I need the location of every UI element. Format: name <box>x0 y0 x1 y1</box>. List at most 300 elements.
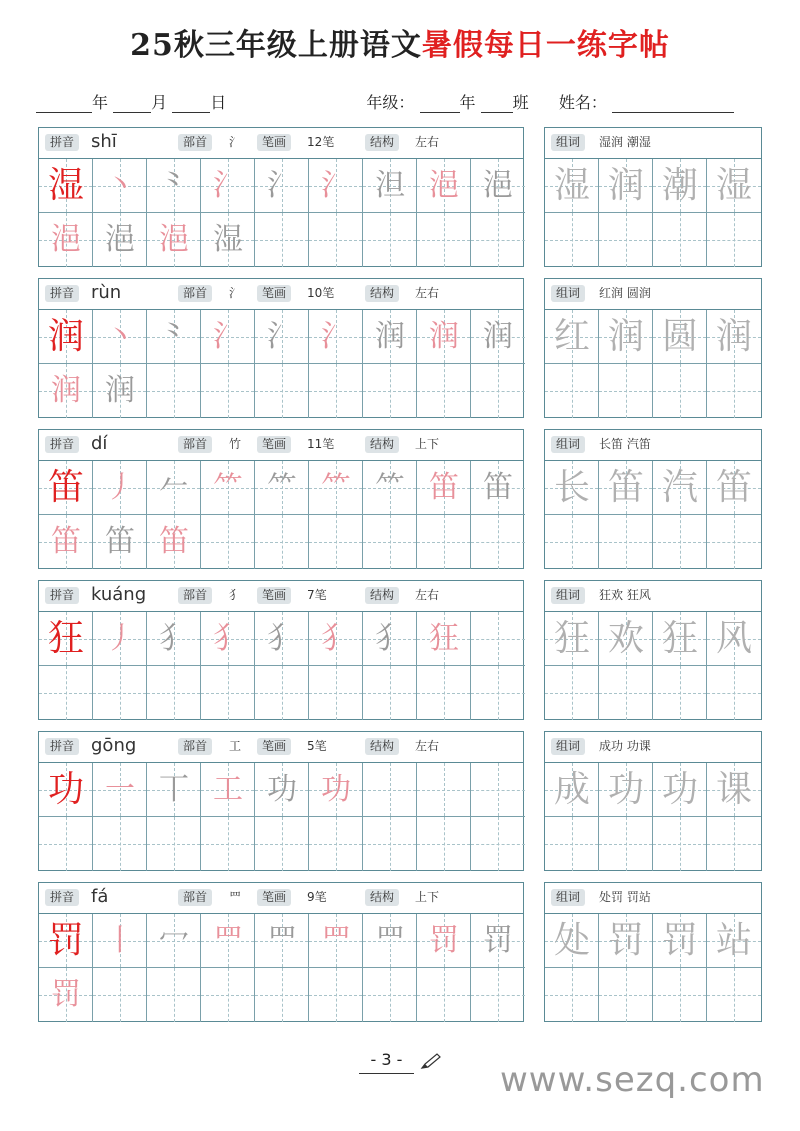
writing-cell[interactable] <box>417 914 471 968</box>
structure-value: 上下 <box>415 890 440 904</box>
month-blank[interactable] <box>113 94 151 113</box>
radical-label: 部首 <box>178 285 212 302</box>
writing-cell[interactable] <box>201 159 255 213</box>
model-character: 湿 <box>47 165 84 206</box>
writing-cell[interactable] <box>93 310 147 364</box>
writing-cell[interactable] <box>255 461 309 515</box>
word-cell[interactable] <box>707 968 761 1022</box>
strokes-label: 笔画 <box>257 738 291 755</box>
word-character: 罚 <box>607 920 644 961</box>
words-value: 成功 功课 <box>599 739 651 753</box>
writing-cell[interactable] <box>255 364 309 418</box>
words-label: 组词 <box>551 436 585 453</box>
writing-cell[interactable] <box>201 763 255 817</box>
stroke-step: 泹 <box>375 168 405 203</box>
word-cell[interactable] <box>707 612 761 666</box>
pinyin-value: shī <box>91 131 117 152</box>
writing-cell[interactable] <box>471 159 525 213</box>
word-cell[interactable] <box>707 914 761 968</box>
word-practice-panel <box>544 278 762 418</box>
writing-cell[interactable] <box>309 213 363 267</box>
word-practice-panel <box>544 429 762 569</box>
word-character: 处 <box>553 920 590 961</box>
writing-cell[interactable] <box>147 763 201 817</box>
word-cell[interactable] <box>599 968 653 1022</box>
writing-cell[interactable] <box>363 310 417 364</box>
radical-label: 部首 <box>178 889 212 906</box>
writing-cell[interactable] <box>255 159 309 213</box>
writing-cell[interactable] <box>471 612 525 666</box>
writing-cell[interactable] <box>471 213 525 267</box>
word-character: 润 <box>607 165 644 206</box>
day-blank[interactable] <box>172 94 210 113</box>
writing-cell[interactable] <box>201 364 255 418</box>
structure-value: 左右 <box>415 286 440 300</box>
word-character: 欢 <box>607 618 644 659</box>
words-label: 组词 <box>551 738 585 755</box>
writing-cell[interactable] <box>147 461 201 515</box>
practice-block <box>38 882 762 1022</box>
structure-value: 左右 <box>415 739 440 753</box>
word-character: 站 <box>715 920 752 961</box>
writing-cell[interactable] <box>363 666 417 720</box>
writing-cell[interactable] <box>255 515 309 569</box>
stroke-step: 丅 <box>159 772 189 807</box>
writing-cell[interactable] <box>363 914 417 968</box>
stroke-step: 浥 <box>51 222 81 257</box>
writing-cell[interactable] <box>309 612 363 666</box>
stroke-step: 氵 <box>213 168 243 203</box>
strokes-value: 7笔 <box>307 588 327 602</box>
word-character: 风 <box>715 618 752 659</box>
stroke-step: 润 <box>375 319 405 354</box>
writing-cell[interactable] <box>93 364 147 418</box>
words-label: 组词 <box>551 134 585 151</box>
pinyin-value: gōng <box>91 735 137 756</box>
writing-cell[interactable] <box>39 159 93 213</box>
word-cell[interactable] <box>599 612 653 666</box>
stroke-practice-panel <box>38 580 524 720</box>
stroke-step: 工 <box>213 772 243 807</box>
radical-label: 部首 <box>178 134 212 151</box>
writing-cell[interactable] <box>93 914 147 968</box>
writing-cell[interactable] <box>201 914 255 968</box>
structure-label: 结构 <box>365 889 399 906</box>
writing-cell[interactable] <box>363 515 417 569</box>
writing-cell[interactable] <box>255 968 309 1022</box>
writing-cell[interactable] <box>147 515 201 569</box>
radical-value: 工 <box>229 739 242 753</box>
word-cell[interactable] <box>653 515 707 569</box>
writing-cell[interactable] <box>417 817 471 871</box>
writing-cell[interactable] <box>309 763 363 817</box>
writing-cell[interactable] <box>39 763 93 817</box>
word-cell[interactable] <box>545 364 599 418</box>
writing-cell[interactable] <box>309 364 363 418</box>
word-cell[interactable] <box>599 159 653 213</box>
word-cell[interactable] <box>653 763 707 817</box>
writing-cell[interactable] <box>363 817 417 871</box>
stroke-step: 笛 <box>51 524 81 559</box>
writing-cell[interactable] <box>363 461 417 515</box>
stroke-step: 浥 <box>483 168 513 203</box>
practice-block <box>38 278 762 418</box>
writing-cell[interactable] <box>39 515 93 569</box>
writing-cell[interactable] <box>39 817 93 871</box>
word-practice-panel <box>544 127 762 267</box>
writing-cell[interactable] <box>93 817 147 871</box>
stroke-step: 氵 <box>267 168 297 203</box>
radical-value: 竹 <box>229 437 242 451</box>
writing-cell[interactable] <box>471 914 525 968</box>
word-cell[interactable] <box>599 310 653 364</box>
writing-cell[interactable] <box>363 213 417 267</box>
writing-cell[interactable] <box>309 515 363 569</box>
words-value: 湿润 潮湿 <box>599 135 651 149</box>
word-practice-panel <box>544 580 762 720</box>
stroke-step: 浥 <box>429 168 459 203</box>
word-cell[interactable] <box>599 763 653 817</box>
writing-cell[interactable] <box>255 213 309 267</box>
writing-cell[interactable] <box>201 515 255 569</box>
word-cell[interactable] <box>545 461 599 515</box>
word-cell[interactable] <box>653 914 707 968</box>
strokes-label: 笔画 <box>257 436 291 453</box>
writing-cell[interactable] <box>201 968 255 1022</box>
writing-cell[interactable] <box>39 213 93 267</box>
stroke-step: 笛 <box>429 470 459 505</box>
writing-cell[interactable] <box>417 461 471 515</box>
strokes-label: 笔画 <box>257 889 291 906</box>
word-cell[interactable] <box>599 461 653 515</box>
word-character: 红 <box>553 316 590 357</box>
writing-cell[interactable] <box>39 461 93 515</box>
word-cell[interactable] <box>653 968 707 1022</box>
word-cell[interactable] <box>545 666 599 720</box>
stroke-step: 犭 <box>321 621 351 656</box>
word-cell[interactable] <box>653 213 707 267</box>
pen-icon <box>420 1052 442 1070</box>
word-cell[interactable] <box>545 914 599 968</box>
writing-cell[interactable] <box>39 968 93 1022</box>
stroke-step: 功 <box>321 772 351 807</box>
word-character: 湿 <box>553 165 590 206</box>
writing-cell[interactable] <box>255 817 309 871</box>
strokes-label: 笔画 <box>257 587 291 604</box>
writing-cell[interactable] <box>39 914 93 968</box>
radical-label: 部首 <box>178 738 212 755</box>
writing-cell[interactable] <box>417 515 471 569</box>
stroke-practice-panel <box>38 278 524 418</box>
writing-cell[interactable] <box>93 666 147 720</box>
word-cell[interactable] <box>545 515 599 569</box>
word-cell[interactable] <box>707 817 761 871</box>
stroke-step: 浥 <box>159 222 189 257</box>
stroke-step: 氵 <box>213 319 243 354</box>
writing-cell[interactable] <box>39 364 93 418</box>
pinyin-label: 拼音 <box>45 587 79 604</box>
word-cell[interactable] <box>599 666 653 720</box>
word-cell[interactable] <box>707 461 761 515</box>
structure-value: 左右 <box>415 135 440 149</box>
stroke-step: 罒 <box>213 923 243 958</box>
word-character: 成 <box>553 769 590 810</box>
writing-cell[interactable] <box>471 666 525 720</box>
writing-cell[interactable] <box>255 763 309 817</box>
word-cell[interactable] <box>707 763 761 817</box>
writing-cell[interactable] <box>93 213 147 267</box>
word-cell[interactable] <box>707 310 761 364</box>
pinyin-label: 拼音 <box>45 436 79 453</box>
stroke-step: 丿 <box>105 470 135 505</box>
word-character: 湿 <box>715 165 752 206</box>
word-cell[interactable] <box>599 817 653 871</box>
writing-cell[interactable] <box>471 310 525 364</box>
stroke-practice-panel <box>38 882 524 1022</box>
words-value: 狂欢 狂风 <box>599 588 651 602</box>
stroke-step: 罒 <box>321 923 351 958</box>
stroke-step: 润 <box>105 373 135 408</box>
model-character: 润 <box>47 316 84 357</box>
model-character: 罚 <box>47 920 84 961</box>
writing-cell[interactable] <box>39 310 93 364</box>
pinyin-value: rùn <box>91 282 122 303</box>
stroke-step: 丶 <box>105 319 135 354</box>
pinyin-label: 拼音 <box>45 134 79 151</box>
word-cell[interactable] <box>653 159 707 213</box>
stroke-step: 罚 <box>483 923 513 958</box>
word-character: 潮 <box>661 165 698 206</box>
word-cell[interactable] <box>707 159 761 213</box>
stroke-step: 罚 <box>429 923 459 958</box>
writing-cell[interactable] <box>39 612 93 666</box>
writing-cell[interactable] <box>309 310 363 364</box>
year-blank[interactable] <box>36 94 92 113</box>
writing-cell[interactable] <box>255 666 309 720</box>
stroke-step: 笛 <box>159 524 189 559</box>
model-character: 笛 <box>47 467 84 508</box>
word-cell[interactable] <box>707 515 761 569</box>
words-value: 处罚 罚站 <box>599 890 651 904</box>
word-cell[interactable] <box>545 612 599 666</box>
page-title: 25秋三年级上册语文暑假每日一练字帖 <box>130 28 670 63</box>
writing-cell[interactable] <box>201 310 255 364</box>
watermark: www.sezq.com <box>500 1060 765 1100</box>
word-character: 笛 <box>715 467 752 508</box>
structure-label: 结构 <box>365 134 399 151</box>
word-cell[interactable] <box>653 817 707 871</box>
stroke-step: 浥 <box>105 222 135 257</box>
word-character: 狂 <box>553 618 590 659</box>
class-blank[interactable] <box>481 94 513 113</box>
radical-value: 犭 <box>229 588 242 602</box>
pinyin-value: kuáng <box>91 584 147 605</box>
writing-cell[interactable] <box>147 968 201 1022</box>
name-blank[interactable] <box>612 94 734 113</box>
stroke-step: ⺮ <box>375 470 405 505</box>
writing-cell[interactable] <box>309 968 363 1022</box>
word-cell[interactable] <box>653 364 707 418</box>
word-cell[interactable] <box>707 364 761 418</box>
writing-cell[interactable] <box>417 310 471 364</box>
pinyin-label: 拼音 <box>45 285 79 302</box>
stroke-step: 丨 <box>105 923 135 958</box>
model-character: 狂 <box>47 618 84 659</box>
writing-cell[interactable] <box>255 612 309 666</box>
word-cell[interactable] <box>545 213 599 267</box>
word-cell[interactable] <box>653 310 707 364</box>
practice-block <box>38 429 762 569</box>
writing-cell[interactable] <box>147 213 201 267</box>
stroke-step: 狂 <box>429 621 459 656</box>
word-character: 润 <box>607 316 644 357</box>
stroke-step: 冖 <box>159 923 189 958</box>
practice-block <box>38 731 762 871</box>
word-cell[interactable] <box>707 666 761 720</box>
structure-value: 上下 <box>415 437 440 451</box>
writing-cell[interactable] <box>471 515 525 569</box>
writing-cell[interactable] <box>471 968 525 1022</box>
writing-cell[interactable] <box>309 914 363 968</box>
word-cell[interactable] <box>545 817 599 871</box>
practice-block <box>38 127 762 267</box>
words-label: 组词 <box>551 285 585 302</box>
stroke-step: 一 <box>105 772 135 807</box>
structure-value: 左右 <box>415 588 440 602</box>
writing-cell[interactable] <box>201 461 255 515</box>
strokes-value: 5笔 <box>307 739 327 753</box>
word-cell[interactable] <box>653 666 707 720</box>
writing-cell[interactable] <box>93 763 147 817</box>
writing-cell[interactable] <box>147 914 201 968</box>
word-cell[interactable] <box>599 213 653 267</box>
writing-cell[interactable] <box>147 666 201 720</box>
stroke-step: 罒 <box>375 923 405 958</box>
writing-cell[interactable] <box>417 666 471 720</box>
stroke-step: ⺀ <box>159 168 189 203</box>
writing-cell[interactable] <box>255 914 309 968</box>
writing-cell[interactable] <box>93 515 147 569</box>
word-cell[interactable] <box>653 612 707 666</box>
writing-cell[interactable] <box>417 968 471 1022</box>
writing-cell[interactable] <box>39 666 93 720</box>
writing-cell[interactable] <box>93 159 147 213</box>
word-character: 笛 <box>607 467 644 508</box>
word-cell[interactable] <box>599 914 653 968</box>
stroke-practice-panel <box>38 127 524 267</box>
writing-cell[interactable] <box>417 763 471 817</box>
stroke-step: 润 <box>429 319 459 354</box>
word-cell[interactable] <box>545 968 599 1022</box>
practice-block <box>38 580 762 720</box>
writing-cell[interactable] <box>417 213 471 267</box>
writing-cell[interactable] <box>309 817 363 871</box>
words-label: 组词 <box>551 889 585 906</box>
word-character: 课 <box>715 769 752 810</box>
stroke-step: 氵 <box>321 168 351 203</box>
structure-label: 结构 <box>365 738 399 755</box>
grade-blank[interactable] <box>420 94 460 113</box>
word-cell[interactable] <box>599 515 653 569</box>
stroke-step: 润 <box>483 319 513 354</box>
word-cell[interactable] <box>707 213 761 267</box>
writing-cell[interactable] <box>417 159 471 213</box>
words-value: 红润 圆润 <box>599 286 651 300</box>
stroke-step: 湿 <box>213 222 243 257</box>
writing-cell[interactable] <box>201 612 255 666</box>
writing-cell[interactable] <box>201 817 255 871</box>
writing-cell[interactable] <box>255 310 309 364</box>
writing-cell[interactable] <box>417 612 471 666</box>
writing-cell[interactable] <box>363 612 417 666</box>
writing-cell[interactable] <box>471 817 525 871</box>
word-cell[interactable] <box>545 310 599 364</box>
radical-value: 罒 <box>229 890 242 904</box>
stroke-step: 功 <box>267 772 297 807</box>
word-character: 功 <box>661 769 698 810</box>
writing-cell[interactable] <box>93 461 147 515</box>
word-practice-panel <box>544 731 762 871</box>
writing-cell[interactable] <box>363 364 417 418</box>
stroke-step: 笛 <box>105 524 135 559</box>
structure-label: 结构 <box>365 587 399 604</box>
word-character: 圆 <box>661 316 698 357</box>
writing-cell[interactable] <box>363 968 417 1022</box>
stroke-step: 犭 <box>159 621 189 656</box>
word-character: 汽 <box>661 467 698 508</box>
words-value: 长笛 汽笛 <box>599 437 651 451</box>
word-character: 狂 <box>661 618 698 659</box>
writing-cell[interactable] <box>363 763 417 817</box>
writing-cell[interactable] <box>363 159 417 213</box>
writing-cell[interactable] <box>147 612 201 666</box>
strokes-label: 笔画 <box>257 134 291 151</box>
stroke-step: 𠂉 <box>159 470 189 505</box>
writing-cell[interactable] <box>309 666 363 720</box>
word-cell[interactable] <box>545 159 599 213</box>
stroke-step: 丿 <box>105 621 135 656</box>
writing-cell[interactable] <box>309 461 363 515</box>
writing-cell[interactable] <box>309 159 363 213</box>
writing-cell[interactable] <box>201 666 255 720</box>
writing-cell[interactable] <box>471 461 525 515</box>
word-cell[interactable] <box>653 461 707 515</box>
writing-cell[interactable] <box>471 364 525 418</box>
strokes-value: 10笔 <box>307 286 335 300</box>
word-cell[interactable] <box>545 763 599 817</box>
writing-cell[interactable] <box>147 310 201 364</box>
writing-cell[interactable] <box>147 364 201 418</box>
writing-cell[interactable] <box>93 968 147 1022</box>
word-practice-panel <box>544 882 762 1022</box>
radical-value: 氵 <box>229 286 242 300</box>
writing-cell[interactable] <box>147 817 201 871</box>
writing-cell[interactable] <box>471 763 525 817</box>
pinyin-label: 拼音 <box>45 738 79 755</box>
stroke-step: ⺮ <box>321 470 351 505</box>
writing-cell[interactable] <box>417 364 471 418</box>
pinyin-value: fá <box>91 886 109 907</box>
structure-label: 结构 <box>365 285 399 302</box>
date-line: 年 月 日 年级： 年 班 姓名： <box>36 90 760 114</box>
stroke-step: 犭 <box>213 621 243 656</box>
words-label: 组词 <box>551 587 585 604</box>
word-cell[interactable] <box>599 364 653 418</box>
writing-cell[interactable] <box>93 612 147 666</box>
writing-cell[interactable] <box>147 159 201 213</box>
writing-cell[interactable] <box>201 213 255 267</box>
strokes-label: 笔画 <box>257 285 291 302</box>
